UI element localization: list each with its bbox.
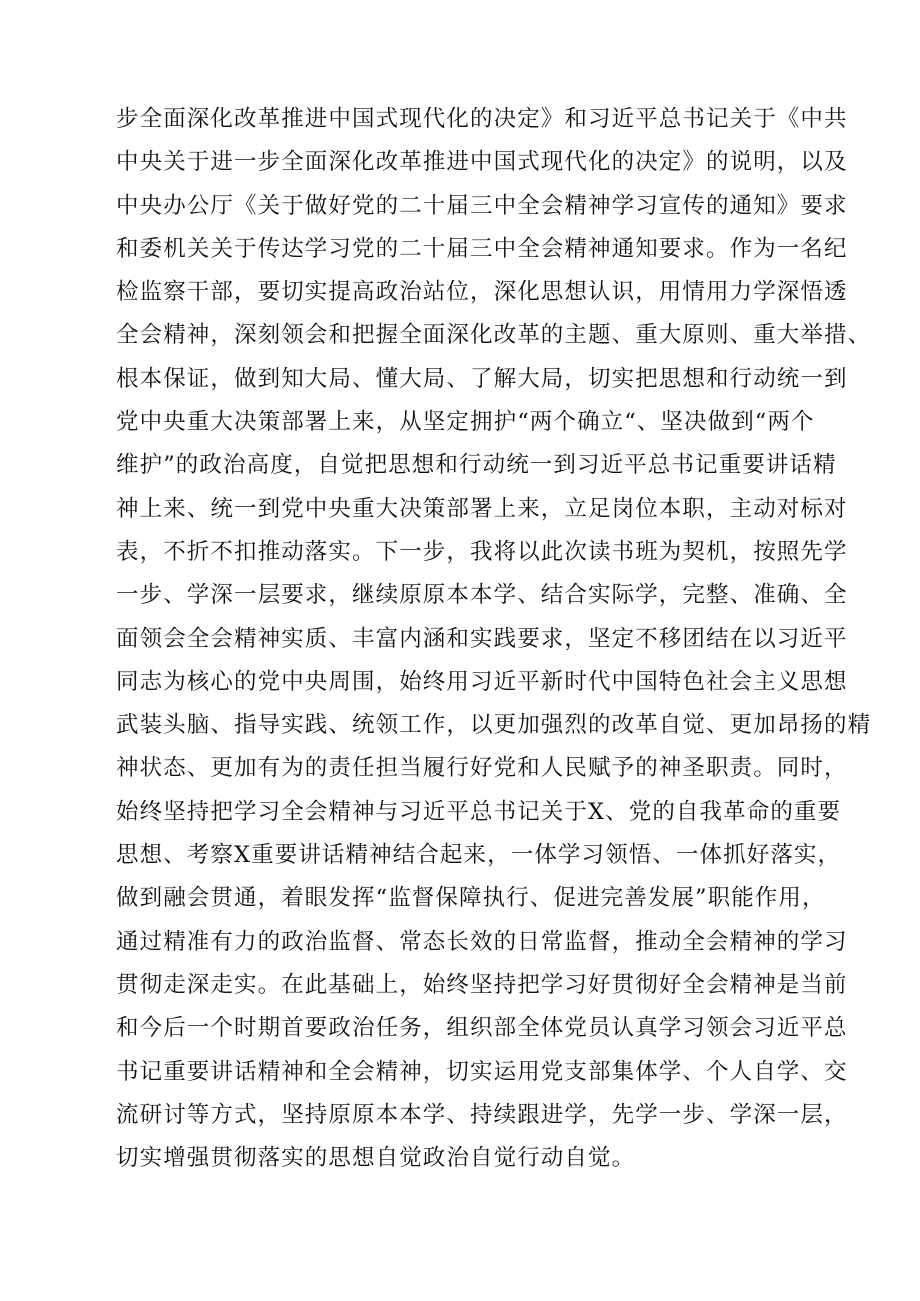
text-line: 同志为核心的党中央周围，始终用习近平新时代中国特色社会主义思想 [116, 668, 848, 695]
text-line: 思想、考察X重要讲话精神结合起来，一体学习领悟、一体抓好落实， [116, 842, 842, 869]
text-line: 面领会全会精神实质、丰富内涵和实践要求，坚定不移团结在以习近平 [116, 625, 848, 652]
text-line: 根本保证，做到知大局、懂大局、了解大局，切实把思想和行动统一到 [116, 365, 848, 392]
text-line: 步全面深化改革推进中国式现代化的决定》和习近平总书记关于《中共 [116, 106, 848, 132]
text-line: 贯彻走深走实。在此基础上，始终坚持把学习好贯彻好全会精神是当前 [116, 971, 848, 998]
text-line: 检监察干部，要切实提高政治站位，深化思想认识，用情用力学深悟透 [116, 279, 848, 306]
text-line: 维护”的政治高度，自觉把思想和行动统一到习近平总书记重要讲话精 [116, 452, 837, 479]
text-line: 中央办公厅《关于做好党的二十届三中全会精神学习宣传的通知》要求 [116, 192, 848, 219]
text-line: 切实增强贯彻落实的思想自觉政治自觉行动自觉。 [116, 1145, 636, 1172]
text-line: 流研讨等方式，坚持原原本本学、持续跟进学，先学一步、学深一层， [116, 1101, 848, 1128]
text-line: 党中央重大决策部署上来，从坚定拥护“两个确立“、坚决做到“两个 [116, 409, 815, 436]
text-line: 中央关于进一步全面深化改革推进中国式现代化的决定》的说明，以及 [116, 149, 848, 176]
text-line: 做到融会贯通，着眼发挥“监督保障执行、促进完善发展”职能作用， [116, 885, 826, 912]
text-line: 表，不折不扣推动落实。下一步，我将以此次读书班为契机，按照先学 [116, 538, 848, 565]
text-line: 和今后一个时期首要政治任务，组织部全体党员认真学习领会习近平总 [116, 1015, 848, 1042]
text-line: 武装头脑、指导实践、统领工作，以更加强烈的改革自觉、更加昂扬的精 [116, 712, 872, 739]
text-line: 一步、学深一层要求，继续原原本本学、结合实际学，完整、准确、全 [116, 582, 848, 609]
text-line: 神上来、统一到党中央重大决策部署上来，立足岗位本职，主动对标对 [116, 495, 848, 522]
text-line: 书记重要讲话精神和全会精神，切实运用党支部集体学、个人自学、交 [116, 1058, 848, 1085]
text-line: 全会精神，深刻领会和把握全面深化改革的主题、重大原则、重大举措、 [116, 322, 872, 349]
text-line: 神状态、更加有为的责任担当履行好党和人民赋予的神圣职责。同时， [116, 755, 848, 782]
body-paragraph [116, 98, 916, 1180]
text-line: 通过精准有力的政治监督、常态长效的日常监督，推动全会精神的学习 [116, 928, 848, 955]
text-line: 始终坚持把学习全会精神与习近平总书记关于X、党的自我革命的重要 [116, 798, 842, 825]
text-line: 和委机关关于传达学习党的二十届三中全会精神通知要求。作为一名纪 [116, 235, 848, 262]
